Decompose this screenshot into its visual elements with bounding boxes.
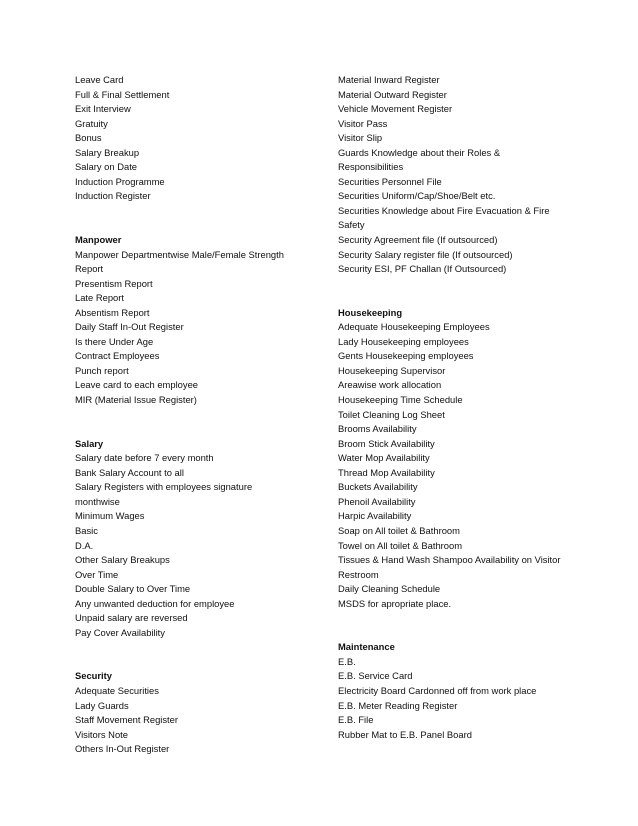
checklist-item: D.A.: [75, 539, 94, 551]
checklist-item: Soap on All toilet & Bathroom: [338, 524, 460, 536]
checklist-item: Material Outward Register: [338, 88, 447, 100]
checklist-item: Punch report: [75, 364, 129, 376]
checklist-item: Visitors Note: [75, 728, 128, 740]
checklist-item: Salary date before 7 every month: [75, 452, 214, 464]
checklist-item: Adequate Housekeeping Employees: [338, 321, 490, 333]
checklist-item: Manpower Departmentwise Male/Female Strength: [75, 248, 284, 260]
section-heading-maintenance: Maintenance: [338, 641, 395, 653]
checklist-item: Adequate Securities: [75, 684, 159, 696]
checklist-item: Bank Salary Account to all: [75, 466, 184, 478]
checklist-item: Contract Employees: [75, 350, 160, 362]
checklist-item: Lady Housekeeping employees: [338, 335, 469, 347]
checklist-item: Security ESI, PF Challan (If Outsourced): [338, 263, 507, 275]
checklist-item: Buckets Availability: [338, 481, 418, 493]
checklist-item: Unpaid salary are reversed: [75, 612, 188, 624]
checklist-item: Water Mop Availability: [338, 452, 430, 464]
checklist-item: Other Salary Breakups: [75, 554, 170, 566]
checklist-item: Broom Stick Availability: [338, 437, 435, 449]
blank-line: [75, 655, 315, 670]
checklist-item: Any unwanted deduction for employee: [75, 597, 235, 609]
blank-line: [338, 626, 578, 641]
checklist-item: Absentism Report: [75, 306, 150, 318]
checklist-item: Guards Knowledge about their Roles &: [338, 146, 501, 158]
checklist-item: Staff Movement Register: [75, 714, 178, 726]
checklist-item: Securities Knowledge about Fire Evacuation & Fire: [338, 204, 550, 216]
checklist-item: Double Salary to Over Time: [75, 583, 191, 595]
checklist-item: Minimum Wages: [75, 510, 145, 522]
blank-line: [75, 422, 315, 437]
checklist-item: Daily Staff In-Out Register: [75, 321, 184, 333]
checklist-item: Visitor Slip: [338, 132, 383, 144]
checklist-item: Housekeeping Supervisor: [338, 364, 446, 376]
checklist-item: Report: [75, 263, 104, 275]
checklist-item: E.B. Meter Reading Register: [338, 699, 458, 711]
right-column: [338, 73, 578, 742]
checklist-item: Exit Interview: [75, 103, 131, 115]
checklist-item: Full & Final Settlement: [75, 88, 170, 100]
blank-line: [338, 611, 578, 626]
checklist-item: Leave card to each employee: [75, 379, 198, 391]
checklist-item: Phenoil Availability: [338, 495, 416, 507]
checklist-item: monthwise: [75, 495, 120, 507]
checklist-item: Areawise work allocation: [338, 379, 442, 391]
section-heading-security: Security: [75, 670, 112, 682]
checklist-item: Basic: [75, 524, 98, 536]
checklist-item: E.B. File: [338, 714, 374, 726]
checklist-item: Leave Card: [75, 74, 124, 85]
checklist-item: Rubber Mat to E.B. Panel Board: [338, 728, 472, 740]
checklist-item: E.B.: [338, 655, 356, 667]
checklist-item: Daily Cleaning Schedule: [338, 583, 441, 595]
checklist-item: Bonus: [75, 132, 102, 144]
checklist-item: Safety: [338, 219, 365, 231]
checklist-item: MIR (Material Issue Register): [75, 394, 197, 406]
checklist-item: Thread Mop Availability: [338, 466, 435, 478]
checklist-item: Induction Register: [75, 190, 151, 202]
checklist-item: Presentism Report: [75, 277, 153, 289]
section-heading-manpower: Manpower: [75, 234, 122, 246]
checklist-item: Induction Programme: [75, 175, 165, 187]
left-column: [75, 73, 315, 757]
checklist-item: Visitor Pass: [338, 117, 388, 129]
checklist-item: Pay Cover Availability: [75, 626, 165, 638]
checklist-item: Electricity Board Cardonned off from work place: [338, 684, 537, 696]
blank-line: [338, 291, 578, 306]
checklist-item: Late Report: [75, 292, 124, 304]
checklist-item: Securities Uniform/Cap/Shoe/Belt etc.: [338, 190, 496, 202]
blank-line: [338, 277, 578, 292]
checklist-item: Restroom: [338, 568, 379, 580]
checklist-item: Tissues & Hand Wash Shampoo Availability on Visitor: [338, 554, 561, 566]
checklist-item: Security Salary register file (If outsourced): [338, 248, 513, 260]
checklist-item: Over Time: [75, 568, 119, 580]
section-heading-housekeeping: Housekeeping: [338, 306, 403, 318]
blank-line: [75, 640, 315, 655]
checklist-item: MSDS for apropriate place.: [338, 597, 452, 609]
checklist-item: Salary Breakup: [75, 146, 140, 158]
section-heading-salary: Salary: [75, 437, 104, 449]
checklist-item: Security Agreement file (If outsourced): [338, 234, 498, 246]
checklist-item: Brooms Availability: [338, 423, 417, 435]
checklist-item: Harpic Availability: [338, 510, 412, 522]
checklist-item: Responsibilities: [338, 161, 404, 173]
checklist-item: Securities Personnel File: [338, 175, 442, 187]
checklist-item: Others In-Out Register: [75, 743, 170, 755]
checklist-item: Housekeeping Time Schedule: [338, 394, 463, 406]
blank-line: [75, 408, 315, 423]
checklist-item: Lady Guards: [75, 699, 129, 711]
checklist-item: Gents Housekeeping employees: [338, 350, 474, 362]
checklist-item: Towel on All toilet & Bathroom: [338, 539, 463, 551]
checklist-item: Is there Under Age: [75, 335, 154, 347]
checklist-item: Material Inward Register: [338, 74, 440, 85]
checklist-item: Toilet Cleaning Log Sheet: [338, 408, 445, 420]
checklist-item: E.B. Service Card: [338, 670, 413, 682]
blank-line: [75, 204, 315, 219]
checklist-item: Gratuity: [75, 117, 108, 129]
blank-line: [75, 218, 315, 233]
checklist-item: Vehicle Movement Register: [338, 103, 453, 115]
checklist-item: Salary on Date: [75, 161, 138, 173]
checklist-item: Salary Registers with employees signature: [75, 481, 253, 493]
